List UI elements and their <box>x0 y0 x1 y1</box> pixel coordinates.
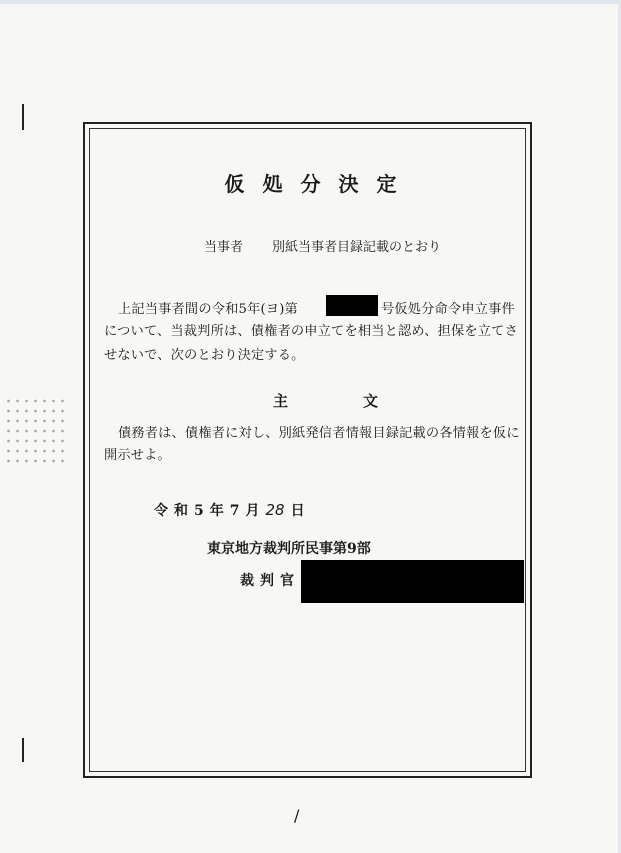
decision-date-suffix: 日 <box>290 503 311 519</box>
decision-date <box>154 500 311 520</box>
intro-line-1-before-case-number: 上記当事者間の令和5年(ヨ)第 <box>118 302 298 317</box>
judge-label: 裁判官 <box>240 573 300 589</box>
court-name: 東京地方裁判所民事第9部 <box>207 541 371 557</box>
parties-value: 別紙当事者目録記載のとおり <box>272 240 442 255</box>
intro-line-1-after-case-number: 号仮処分命令申立事件 <box>381 302 515 317</box>
page-mark: / <box>294 806 300 825</box>
main-text-line-1: 債務者は、債権者に対し、別紙発信者情報目録記載の各情報を仮に <box>118 426 520 441</box>
parties-label: 当事者 <box>204 240 244 255</box>
left-margin-mark-top <box>22 104 24 130</box>
main-text-line-2: 開示せよ。 <box>104 448 171 463</box>
intro-line-2: について、当裁判所は、債権者の申立てを相当と認め、担保を立てさ <box>104 324 518 339</box>
left-margin-mark-bottom <box>22 738 24 762</box>
document-title: 仮処分決定 <box>224 172 415 196</box>
binding-hole-dots <box>4 396 66 464</box>
main-text-heading-left: 主 <box>273 392 289 410</box>
main-text-heading-right: 文 <box>363 392 379 410</box>
decision-date-handwritten-day: 28 <box>265 501 285 519</box>
judge-name-redaction <box>301 560 524 603</box>
decision-date-prefix: 令和5年7月 <box>154 503 266 519</box>
intro-line-3: せないで、次のとおり決定する。 <box>104 348 305 363</box>
case-number-redaction <box>326 295 378 316</box>
scan-top-edge <box>0 0 621 4</box>
